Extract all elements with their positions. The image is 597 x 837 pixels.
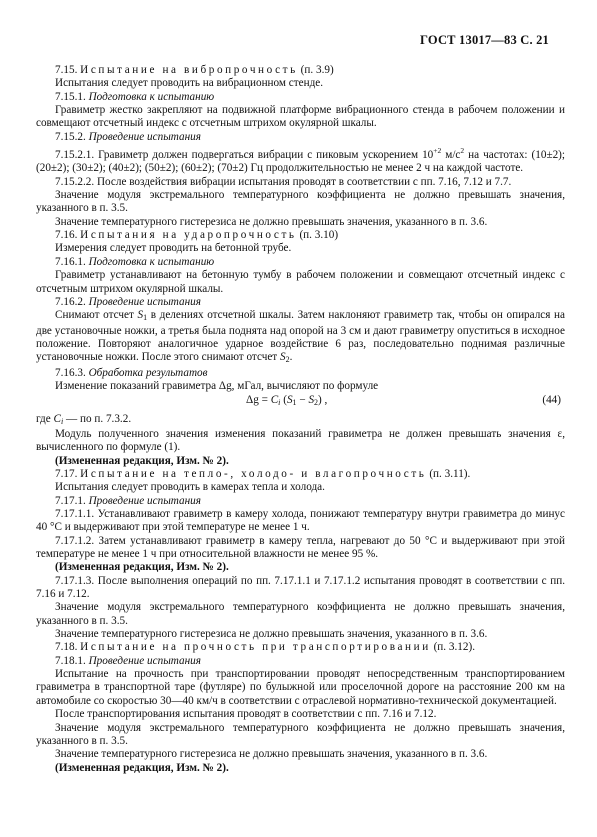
variable: S [308, 394, 315, 407]
section-7-16-2-heading [36, 296, 565, 309]
section-title: Проведение испытания [88, 295, 201, 308]
paragraph: Значение модуля экстремального температурного коэффициента не должно превышать значения, указанного в п. 3.5. [36, 721, 565, 747]
text-run: . [289, 351, 293, 364]
section-number: 7.18.1. [55, 654, 86, 667]
paragraph: Измерения следует проводить на бетонной трубе. [55, 242, 292, 255]
text-run: где [36, 412, 54, 425]
section-number: 7.17. [55, 467, 78, 480]
section-title: Испытание на вибропрочность [80, 64, 298, 76]
text-run: Δg = [246, 394, 271, 407]
paragraph: Изменение показаний гравиметра Δg, мГал, вычисляют по формуле [55, 379, 379, 392]
section-title: Испытание на тепло-, холодо- и влагопрочность [80, 467, 427, 480]
subscript: 1 [143, 313, 148, 323]
section-number: 7.16.1. [55, 255, 86, 268]
subscript: 2 [285, 355, 290, 365]
text-run: в делениях отсчетной шкалы. Затем наклоняют гравиметр так, чтобы он опирался на две установочные ножки, а третья была поднята над опорой на 3 см и дают гравиметру опуститься в исходное положение. Повторяют аналогичное ударное воздействие 6 раз, последовательно поднимая различные установочные ножки. После этого снимают отсчет [36, 309, 565, 364]
document-body [36, 64, 565, 775]
paragraph: Значение температурного гистерезиса не должно превышать значения, указанного в п. 3.6. [55, 215, 488, 228]
section-number: 7.15.2. [55, 130, 86, 143]
paragraph-7-15-2-1 [36, 144, 565, 176]
section-number: 7.16.3. [55, 366, 86, 379]
text-run: на частотах: (10±2); (20±2); (30±2); (40±2); (50±2); (60±2); (70±2) Гц продолжительностью не менее 2 ч на каждой частоте. [36, 149, 566, 175]
variable: S [137, 309, 144, 322]
paragraph: Гравиметр устанавливают на бетонную тумбу в рабочем положении и совмещают отсчетный индекс с отсчетным штрихом окулярной шкалы. [36, 269, 565, 295]
section-number: 7.15. [55, 64, 78, 76]
section-title: Подготовка к испытанию [88, 255, 215, 268]
section-title: Проведение испытания [88, 130, 201, 143]
section-7-18-1-heading [36, 655, 565, 668]
text-run: − [296, 394, 309, 407]
paragraph: Значение температурного гистерезиса не должно превышать значения, указанного в п. 3.6. [55, 628, 488, 641]
section-number: 7.17.1. [55, 494, 86, 507]
text-run: ) , [318, 394, 328, 407]
formula-legend [36, 413, 565, 428]
paragraph-7-17-1-2: 7.17.1.2. Затем устанавливают гравиметр в камеру тепла, нагревают до 50 °С и выдерживают при этой температуре не менее 1 ч при относительной влажности не менее 95 %. [36, 534, 565, 561]
paragraph: После транспортирования испытания проводят в соответствии с пп. 7.16 и 7.12. [55, 708, 437, 721]
superscript: +2 [433, 146, 442, 156]
text-run: ( [280, 394, 287, 407]
section-title: Подготовка к испытанию [88, 90, 215, 103]
paragraph-7-17-1-1: 7.17.1.1. Устанавливают гравиметр в камеру холода, понижают температуру внутри гравиметра до минус 40 °С и выдерживают при этой температуре не менее 1 ч. [36, 508, 565, 534]
subscript: 1 [292, 398, 297, 408]
section-title: Проведение испытания [88, 654, 201, 667]
section-7-15-2-heading [36, 131, 565, 144]
paragraph: Значение температурного гистерезиса не должно превышать значения, указанного в п. 3.6. [55, 748, 488, 761]
formula-number: (44) [542, 394, 561, 407]
amendment-note: (Измененная редакция, Изм. № 2). [55, 454, 229, 467]
text-run: — по п. 7.3.2. [63, 412, 132, 425]
section-7-15-1-heading [36, 91, 565, 104]
section-7-18-heading [36, 641, 565, 654]
section-ref: (п. 3.10) [299, 229, 339, 242]
paragraph-7-15-2-2: 7.15.2.2. После воздействия вибрации испытания проводят в соответствии с пп. 7.16, 7.12 и 7.7. [55, 175, 512, 188]
variable: S [286, 394, 293, 407]
section-ref: (п. 3.11). [429, 467, 471, 480]
paragraph: Значение модуля экстремального температурного коэффициента не должно превышать значения, указанного в п. 3.5. [36, 189, 565, 215]
section-title: Проведение испытания [88, 494, 201, 507]
section-7-17-1-heading [36, 495, 565, 508]
section-title: Испытание на прочность при транспортировании [80, 641, 431, 654]
formula-44 [36, 394, 565, 409]
page-header: ГОСТ 13017—83 С. 21 [420, 33, 549, 47]
amendment-note: (Измененная редакция, Изм. № 2). [55, 761, 229, 774]
section-number: 7.16.2. [55, 295, 86, 308]
paragraph-7-17-1-3: 7.17.1.3. После выполнения операций по пп. 7.17.1.1 и 7.17.1.2 испытания проводят в соответствии с пп. 7.16 и 7.12. [36, 574, 565, 601]
text-run: 7.15.2.1. Гравиметр должен подвергаться вибрации с пиковым ускорением 10 [55, 149, 434, 162]
section-number: 7.16. [55, 229, 78, 242]
section-number: 7.18. [55, 641, 78, 654]
superscript: 2 [460, 146, 465, 156]
section-title: Обработка результатов [88, 366, 208, 379]
text-run: Снимают отсчет [55, 309, 138, 322]
section-title: Испытания на ударопрочность [80, 229, 297, 242]
variable: S [279, 351, 286, 364]
section-ref: (п. 3.9) [300, 64, 334, 76]
text-run: м/с [441, 149, 461, 162]
section-7-16-1-heading [36, 256, 565, 269]
amendment-note: (Измененная редакция, Изм. № 2). [55, 561, 229, 574]
section-ref: (п. 3.12). [433, 641, 475, 654]
subscript: i [60, 416, 64, 426]
paragraph: Испытания следует проводить в камерах тепла и холода. [55, 481, 325, 494]
paragraph: Значение модуля экстремального температурного коэффициента не должно превышать значения, указанного в п. 3.5. [36, 601, 565, 627]
section-7-17-heading [36, 468, 565, 481]
section-number: 7.15.1. [55, 90, 86, 103]
formula-expression [246, 394, 327, 409]
section-7-16-heading [36, 229, 565, 242]
paragraph: Гравиметр жестко закрепляют на подвижной платформе вибрационного стенда в рабочем положении и совмещают отсчетный индекс с отсчетным штрихом окулярной шкалы. [36, 104, 565, 130]
paragraph-7-16-2 [36, 309, 565, 366]
variable: C [53, 412, 61, 425]
subscript: i [278, 398, 281, 408]
paragraph: Испытания следует проводить на вибрационном стенде. [55, 77, 324, 90]
paragraph: Испытание на прочность при транспортировании проводят непосредственным транспортированием гравиметра в транспортной таре (футляре) по булыжной или проселочной дороге на расстояние 200 км на автомобиле со скоростью 30—40 км/ч в соответствии с отраслевой нормативно-технической документацией. [36, 668, 565, 707]
section-7-15-heading [36, 64, 565, 77]
subscript: 2 [314, 398, 319, 408]
variable: C [270, 394, 279, 407]
paragraph: Модуль полученного значения изменения показаний гравиметра не должен превышать значения ε, вычисленного по формуле (1). [36, 427, 565, 454]
section-7-16-3-heading [36, 367, 565, 380]
